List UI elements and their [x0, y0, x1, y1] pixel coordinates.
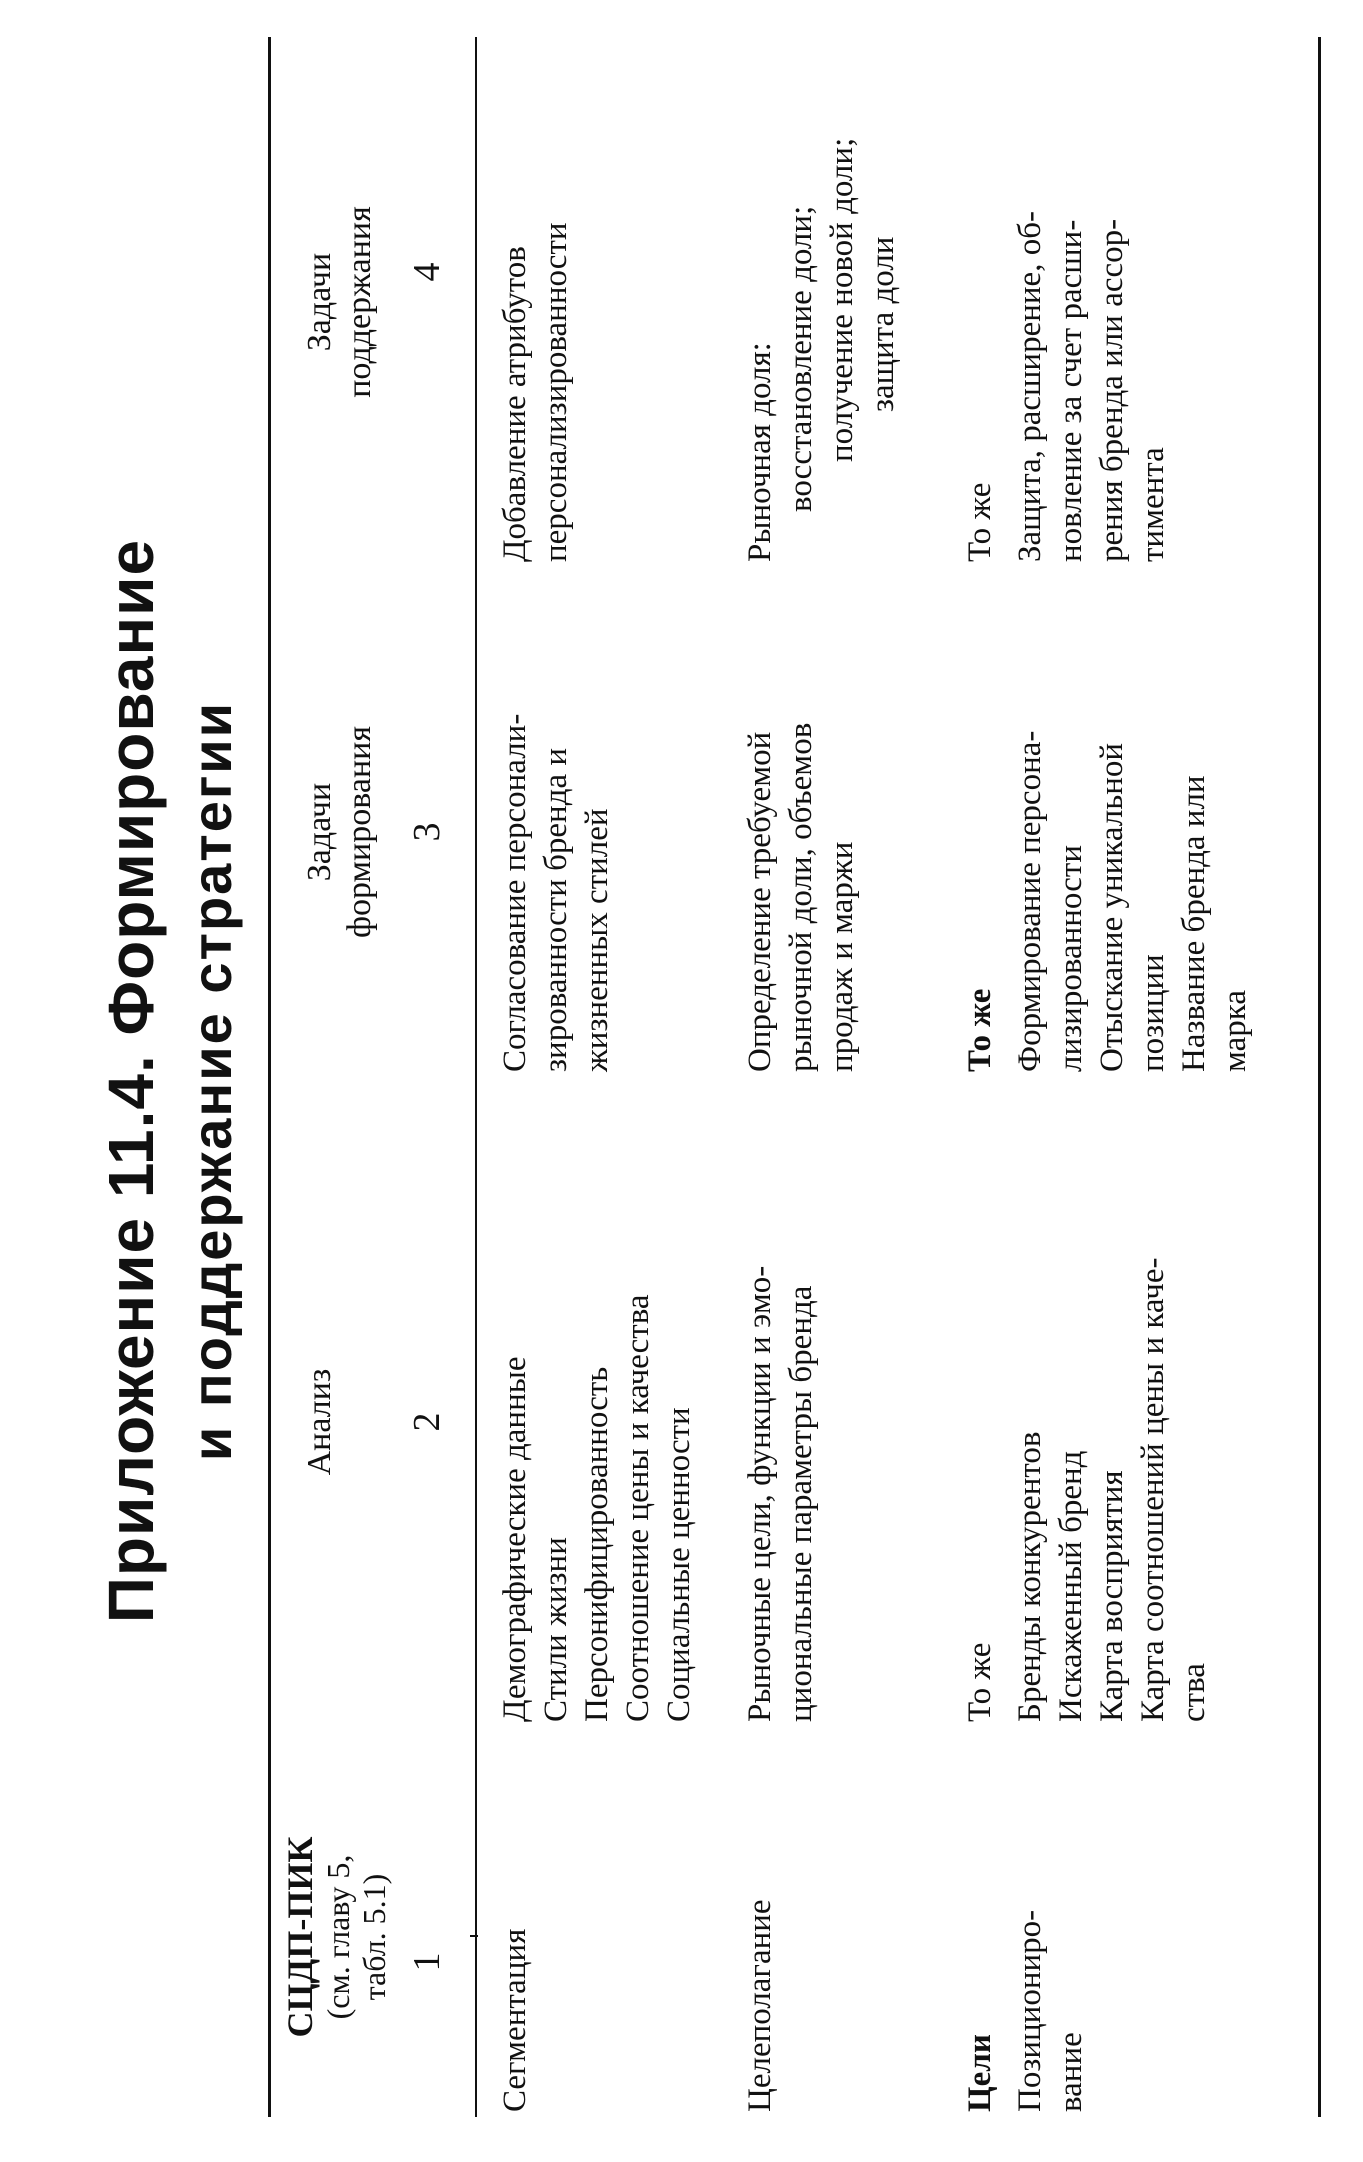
- text-line: Рыночные цели, функции и эмо-: [742, 1265, 778, 1722]
- text-line: марка: [1217, 990, 1253, 1072]
- row-goals-col4: То же: [962, 482, 998, 562]
- header-col3-line2: формирования: [341, 726, 378, 938]
- text-line: восстановление доли;: [783, 205, 819, 512]
- text-line: позиции: [1135, 954, 1171, 1072]
- list-item: Бренды конкурентов: [1012, 1431, 1048, 1722]
- list-item: ства: [1176, 1663, 1212, 1722]
- text-line: лизированности: [1053, 845, 1089, 1072]
- list-item: Демографические данные: [497, 1356, 533, 1722]
- text-line: новление за счет расши-: [1053, 219, 1089, 562]
- row-goals-col2: То же: [962, 1642, 998, 1722]
- header-col4: [300, 42, 380, 562]
- text-line: Защита, расширение, об-: [1012, 211, 1048, 562]
- row-segmentation-col1: Сегментация: [497, 1928, 533, 2112]
- column-number-1-tick: [470, 1935, 478, 1937]
- text-line: Определение требуемой: [742, 731, 778, 1072]
- text-line: Название бренда или: [1176, 775, 1212, 1072]
- text-line: рыночной доли, объемов: [783, 722, 819, 1072]
- text-line: получение новой доли;: [824, 137, 860, 462]
- row-targeting-col2: [740, 1082, 822, 1722]
- header-col3-line1: Задачи: [301, 782, 338, 882]
- text-line: Формирование персона-: [1012, 730, 1048, 1072]
- page-title: [90, 0, 252, 2162]
- text-line: Рыночная доля:: [742, 342, 778, 562]
- row-targeting-col4: [740, 42, 904, 562]
- row-segmentation-col3: [495, 572, 618, 1072]
- header-col4-line2: поддержания: [341, 206, 378, 398]
- header-col2: Анализ: [301, 1368, 338, 1476]
- table-header-rule: [475, 37, 477, 2117]
- row-positioning-col1: [1010, 1782, 1092, 2112]
- text-line: жизненных стилей: [579, 808, 615, 1072]
- title-line-1: Приложение 11.4. Формирование: [95, 538, 167, 1624]
- text-line: Согласование персонали-: [497, 713, 533, 1072]
- text-line: Отыскание уникальной: [1094, 742, 1130, 1072]
- header-col1: [280, 1772, 392, 2102]
- row-goals-col1: Цели: [962, 2034, 998, 2112]
- list-item: Соотношение цены и качества: [620, 1294, 656, 1722]
- table-bottom-rule: [1318, 37, 1321, 2117]
- row-targeting-col1: Целеполагание: [742, 1899, 778, 2112]
- list-item: Искаженный бренд: [1053, 1450, 1089, 1722]
- list-item: Социальные ценности: [661, 1407, 697, 1722]
- column-number-3: 3: [406, 822, 448, 842]
- text-line: рения бренда или ассор-: [1094, 218, 1130, 562]
- text-line: защита доли: [865, 236, 901, 412]
- text-line: циональные параметры бренда: [783, 1285, 819, 1722]
- list-item: Карта соотношений цены и каче-: [1135, 1257, 1171, 1722]
- column-number-2: 2: [406, 1412, 448, 1432]
- row-segmentation-col2: [495, 1082, 700, 1722]
- row-goals-col3: То же: [962, 988, 998, 1072]
- text-line: продаж и маржи: [824, 841, 860, 1072]
- row-segmentation-col4: [495, 42, 577, 562]
- title-line-2: и поддержание стратегии: [180, 700, 243, 1462]
- text-line: Добавление атрибутов: [497, 246, 533, 562]
- header-col4-line1: Задачи: [301, 252, 338, 352]
- text-line: вание: [1053, 2032, 1089, 2112]
- list-item: Персонифицированность: [579, 1366, 615, 1722]
- list-item: Карта восприятия: [1094, 1470, 1130, 1722]
- text-line: зированности бренда и: [538, 747, 574, 1072]
- header-col1-sub2: табл. 5.1): [356, 1873, 392, 2001]
- header-col1-title: СЦДП-ПИК: [280, 1836, 320, 2038]
- row-positioning-col3: [1010, 572, 1256, 1072]
- table-top-rule: [268, 37, 271, 2117]
- text-line: Позициониро-: [1012, 1909, 1048, 2112]
- column-number-1: 1: [406, 1952, 448, 1972]
- header-col3: [300, 582, 380, 1082]
- row-positioning-col2: [1010, 1082, 1215, 1722]
- list-item: Стили жизни: [538, 1537, 574, 1722]
- header-col1-sub1: (см. главу 5,: [320, 1854, 356, 2020]
- column-number-4: 4: [406, 262, 448, 282]
- row-targeting-col3: [740, 572, 863, 1072]
- text-line: персонализированности: [538, 222, 574, 562]
- text-line: тимента: [1135, 447, 1171, 562]
- row-positioning-col4: [1010, 42, 1174, 562]
